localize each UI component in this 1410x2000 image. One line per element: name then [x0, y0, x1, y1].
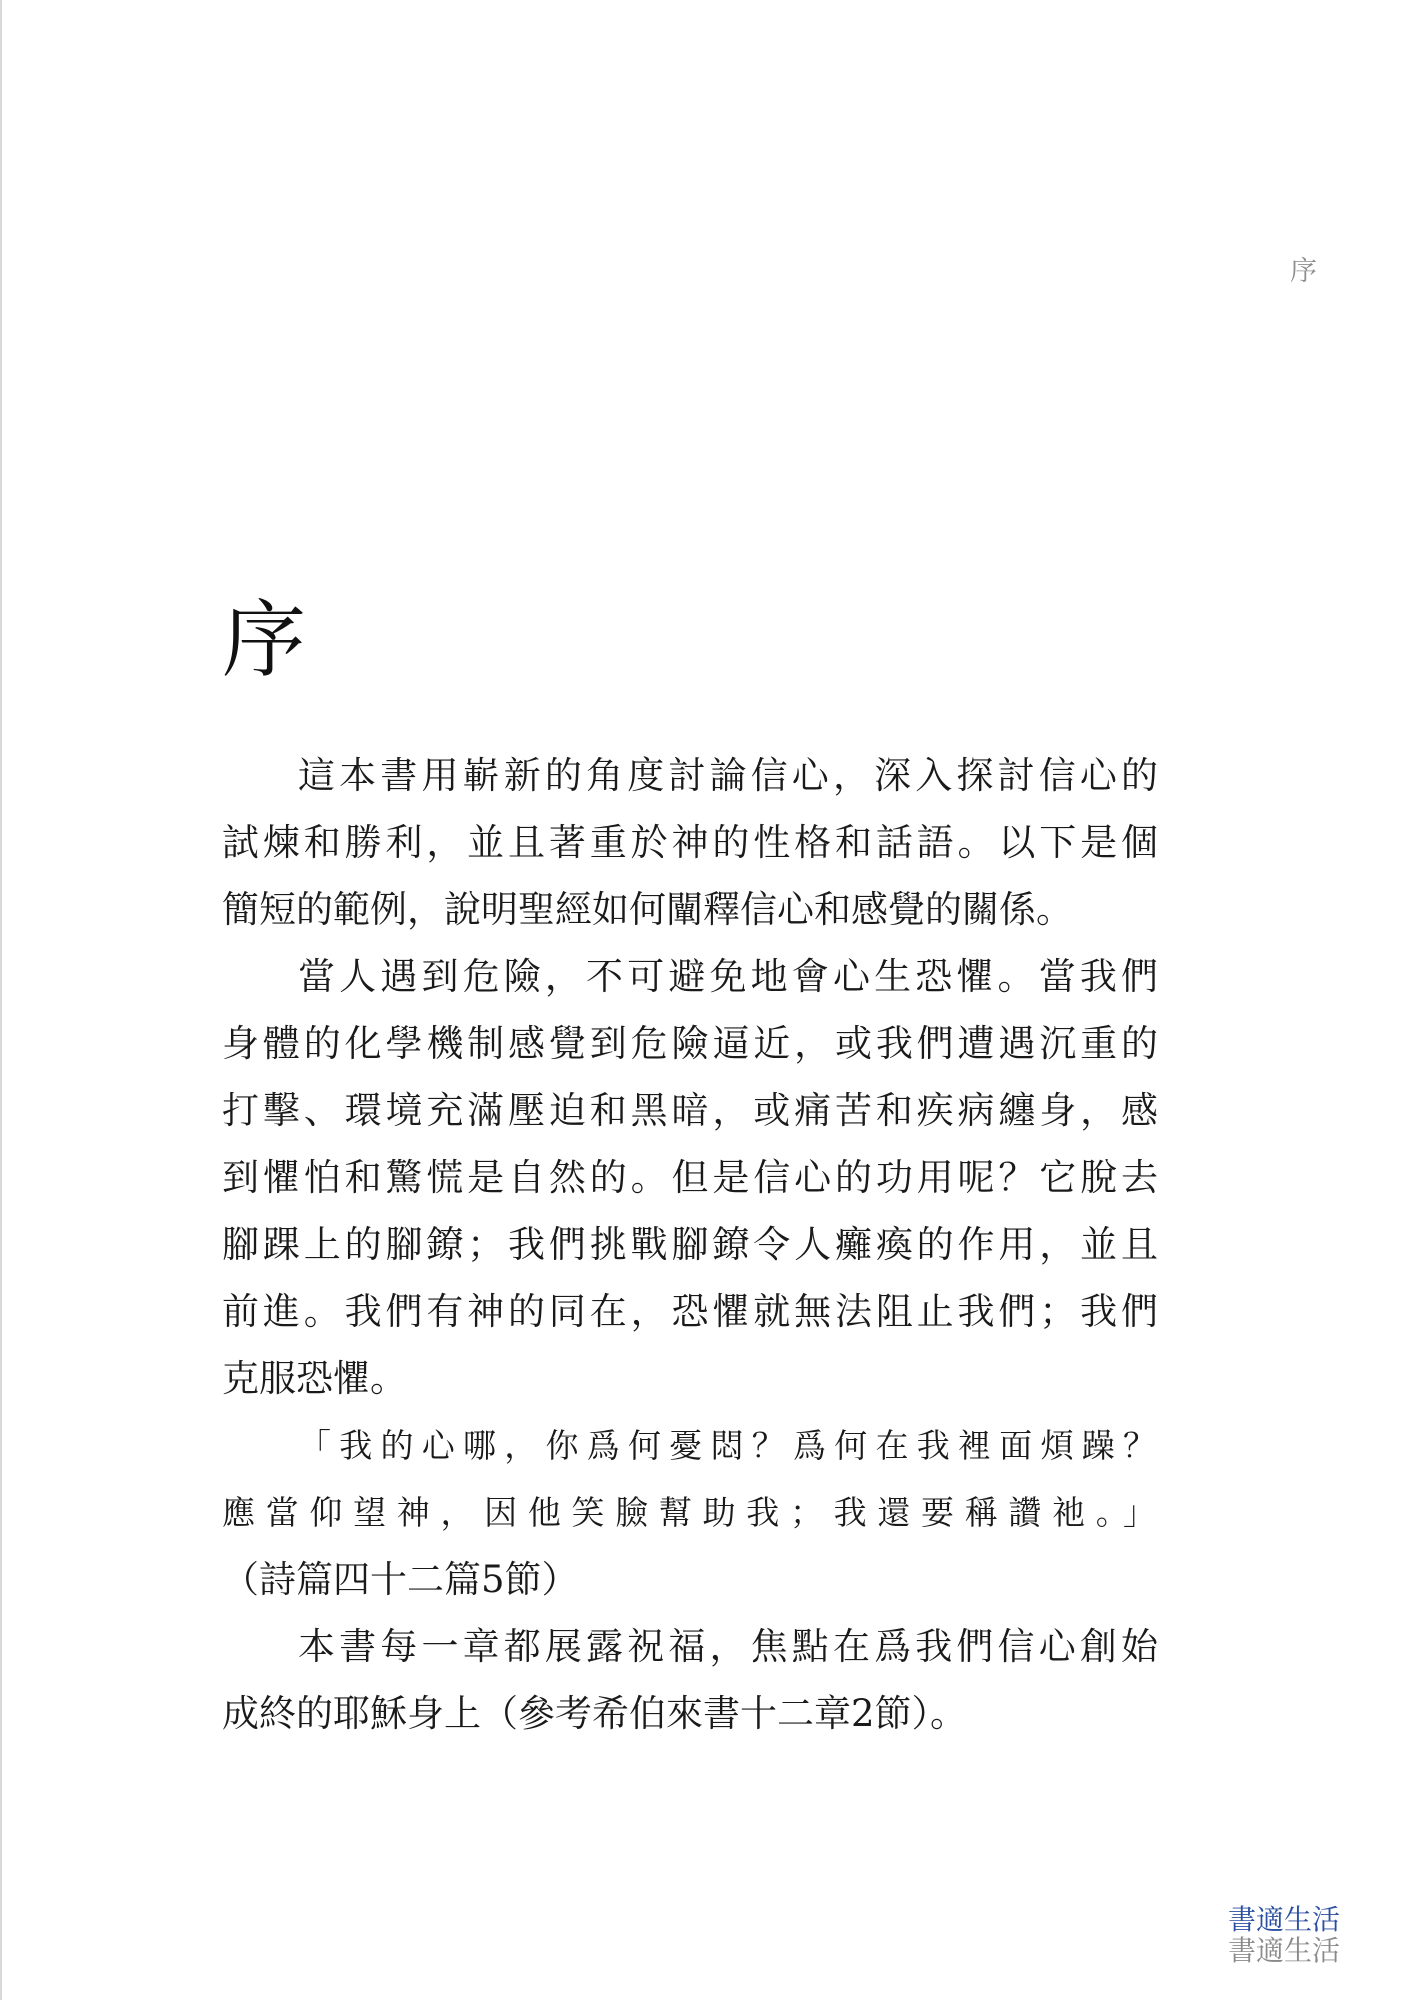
paragraph-line: 這本書用嶄新的角度討論信心，深入探討信心的 — [298, 754, 1158, 797]
paragraph-line: 試煉和勝利，並且著重於神的性格和話語。以下是個 — [222, 821, 1158, 864]
running-head: 序 — [1290, 256, 1317, 287]
scripture-quote — [222, 1412, 1158, 1613]
paragraph-line: 成終的耶穌身上（參考希伯來書十二章2節）。 — [222, 1692, 968, 1735]
paragraph-line: 克服恐懼。 — [222, 1357, 407, 1400]
paragraph-line: 前進。我們有神的同在，恐懼就無法阻止我們；我們 — [222, 1290, 1158, 1333]
quote-line: 「我的心哪，你爲何憂悶？爲何在我裡面煩躁？ — [298, 1426, 1158, 1465]
publisher-logo — [1228, 1904, 1358, 1966]
page-edge — [0, 0, 2, 2000]
paragraph-line: 本書每一章都展露祝福，焦點在爲我們信心創始 — [298, 1625, 1158, 1668]
paragraph-line: 身體的化學機制感覺到危險逼近，或我們遭遇沉重的 — [222, 1022, 1158, 1065]
paragraph-line: 腳踝上的腳鐐；我們挑戰腳鐐令人癱瘓的作用，並且 — [222, 1223, 1158, 1266]
paragraph-line: 打擊、環境充滿壓迫和黑暗，或痛苦和疾病纏身，感 — [222, 1089, 1158, 1132]
quote-citation: （詩篇四十二篇5節） — [222, 1558, 579, 1601]
paragraph-line: 簡短的範例，說明聖經如何闡釋信心和感覺的關係。 — [222, 888, 1073, 931]
body-text — [222, 742, 1158, 1747]
publisher-logo-line: 書適生活 — [1228, 1903, 1341, 1936]
paragraph-line: 到懼怕和驚慌是自然的。但是信心的功用呢？它脫去 — [222, 1156, 1158, 1199]
paragraph-closing — [222, 1613, 1158, 1747]
quote-line: 應當仰望神，因他笑臉幫助我；我還要稱讚祂。」 — [222, 1493, 1158, 1532]
publisher-logo-line: 書適生活 — [1228, 1934, 1341, 1967]
chapter-title: 序 — [222, 591, 307, 689]
paragraph-fear — [222, 943, 1158, 1412]
paragraph-line: 當人遇到危險，不可避免地會心生恐懼。當我們 — [298, 955, 1158, 998]
paragraph-intro — [222, 742, 1158, 943]
